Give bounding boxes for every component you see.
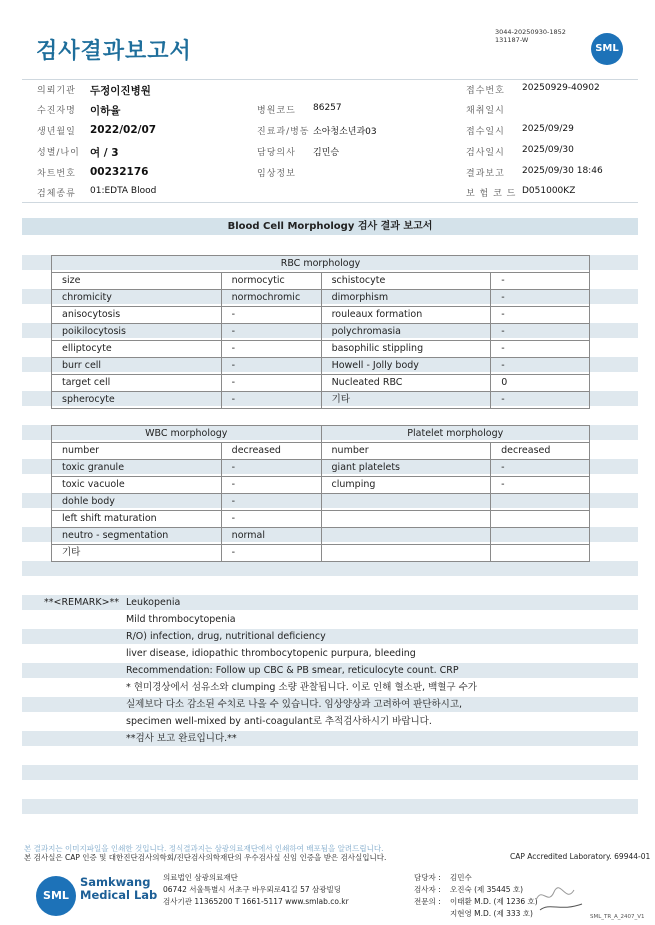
rbc-row [52,290,590,307]
wbc-row-cell: toxic vacuole [52,477,222,494]
wbc-row-cell: neutro - segmentation [52,528,222,545]
header-label: 검사일시 [466,148,505,158]
remark-label: **<REMARK>** [44,597,120,608]
wbc-row-cell: 기타 [52,545,222,562]
rbc-row-cell: - [491,307,590,324]
wbc-row-cell: - [491,477,590,494]
rbc-row [52,307,590,324]
staff-name: 지현영 M.D. (제 333 호) [450,909,533,918]
rbc-row-cell: - [221,358,321,375]
rbc-row-cell: schistocyte [321,273,491,290]
wbc-row [52,511,590,528]
org-contact: 검사기관 11365200 T 1661-5117 www.smlab.co.kr [163,897,349,906]
header-value: 86257 [313,103,342,113]
staff-row [414,872,538,884]
staff-name: 김민수 [450,873,472,882]
rbc-row-cell: Howell - Jolly body [321,358,491,375]
header-label: 수진자명 [37,106,76,116]
rbc-row-cell: 기타 [321,392,491,409]
notice-accreditation: 본 검사실은 CAP 인증 및 대한진단검사의학회/진단검사의학재단의 우수검사실 신임 인증을 받은 검사실입니다. [24,853,387,862]
header-label: 검체종류 [37,189,76,199]
header-value: D051000KZ [522,186,576,196]
rbc-row-cell: 0 [491,375,590,392]
header-value: 두정이진병원 [90,85,151,97]
header-value: 00232176 [90,166,149,178]
rbc-row-cell: - [491,392,590,409]
staff-role: 담당자 : [414,873,441,882]
wbc-row [52,443,590,460]
rbc-row-cell: - [221,375,321,392]
remark-line: **검사 보고 완료입니다.** [126,733,237,744]
document-id-line2: 131187-W [495,36,529,44]
cap-accreditation: CAP Accredited Laboratory. 69944-01 [510,852,651,861]
remark-line: Mild thrombocytopenia [126,614,236,625]
rbc-row-cell: - [491,341,590,358]
wbc-row-cell: decreased [221,443,321,460]
header-value: 2025/09/30 [522,145,574,155]
remark-line: R/O) infection, drug, nutritional deficiency [126,631,326,642]
header-value: 2022/02/07 [90,124,157,136]
rbc-row-cell: anisocytosis [52,307,222,324]
wbc-row [52,545,590,562]
rbc-row-cell: - [221,324,321,341]
header-value: 여 / 3 [90,147,119,159]
wbc-row [52,528,590,545]
report-title: 검사결과보고서 [36,39,192,64]
rbc-row [52,392,590,409]
wbc-row-cell: number [52,443,222,460]
header-divider [22,79,638,80]
logo-name-line2: Medical Lab [80,888,158,902]
rbc-table-header: RBC morphology [52,256,590,273]
wbc-row-cell: - [221,545,321,562]
remark-line: Recommendation: Follow up CBC & PB smear, reticulocyte count. CRP [126,665,459,676]
header-label: 성별/나이 [37,148,80,158]
wbc-row-cell [321,545,491,562]
remark-text [126,594,596,747]
wbc-row-cell [321,511,491,528]
header-label: 보 험 코 드 [466,189,517,199]
wbc-row-cell: normal [221,528,321,545]
wbc-row-cell: - [221,460,321,477]
rbc-row-cell: burr cell [52,358,222,375]
rbc-row-cell: poikilocytosis [52,324,222,341]
wbc-row-cell: - [221,511,321,528]
wbc-row-cell [321,528,491,545]
header-label: 결과보고 [466,169,505,179]
rbc-row-cell: - [491,290,590,307]
header-label: 차트번호 [37,169,76,179]
rbc-row-cell: polychromasia [321,324,491,341]
wbc-row-cell: - [221,477,321,494]
wbc-row-cell: giant platelets [321,460,491,477]
header-value: 01:EDTA Blood [90,186,157,196]
header-label: 접수번호 [466,86,505,96]
header-label: 병원코드 [257,106,296,116]
wbc-row-cell [491,511,590,528]
header-value: 2025/09/30 18:46 [522,166,603,176]
wbc-row-cell: clumping [321,477,491,494]
notice-image-copy: 본 결과지는 이미지파일을 인쇄한 것입니다. 정식결과지는 삼광의료재단에서 인쇄하여 배포됨을 알려드립니다. [24,844,384,853]
rbc-row-cell: normocytic [221,273,321,290]
rbc-row [52,341,590,358]
signature-icon [530,880,590,914]
rbc-row-cell: chromicity [52,290,222,307]
staff-role: 전문의 : [414,897,441,906]
rbc-row-cell: normochromic [221,290,321,307]
staff-name: 이태환 M.D. (제 1236 호) [450,897,538,906]
rbc-row-cell: - [491,324,590,341]
rbc-row-cell: - [491,273,590,290]
header-value: 김민승 [313,148,340,158]
row-band [22,561,638,576]
rbc-row [52,358,590,375]
header-divider [22,202,638,203]
header-label: 접수일시 [466,127,505,137]
rbc-row-cell: elliptocyte [52,341,222,358]
remark-line: * 현미경상에서 섬유소와 clumping 소량 관찰됩니다. 이로 인해 혈소판, 백혈구 수가 [126,682,477,693]
wbc-row-cell: - [221,494,321,511]
rbc-row-cell: dimorphism [321,290,491,307]
header-value: 2025/09/29 [522,124,574,134]
wbc-row-cell: decreased [491,443,590,460]
rbc-row-cell: - [221,307,321,324]
wbc-row [52,460,590,477]
organization-info [163,872,349,908]
wbc-row-cell: - [491,460,590,477]
rbc-row [52,375,590,392]
wbc-row-cell: number [321,443,491,460]
wbc-row-cell [491,528,590,545]
remark-line: 실제보다 다소 감소된 수치로 나올 수 있습니다. 임상양상과 고려하여 판단하시고, [126,699,463,710]
samkwang-logo-text [80,876,157,902]
rbc-row-cell: rouleaux formation [321,307,491,324]
header-value: 이하율 [90,105,121,117]
header-label: 생년월일 [37,127,76,137]
wbc-row-cell: dohle body [52,494,222,511]
wbc-platelet-morphology-table [51,425,590,562]
staff-signatures [414,872,538,920]
header-label: 진료과/병동 [257,127,310,137]
remark-line: liver disease, idiopathic thrombocytopenic purpura, bleeding [126,648,416,659]
wbc-row-cell: left shift maturation [52,511,222,528]
logo-name-line1: Samkwang [80,875,151,889]
remark-line: specimen well-mixed by anti-coagulant로 추적검사하시기 바랍니다. [126,716,432,727]
rbc-row-cell: target cell [52,375,222,392]
sml-logo-icon: SML [591,33,623,65]
rbc-morphology-table [51,255,590,409]
row-band [22,799,638,814]
wbc-row-cell [491,494,590,511]
header-label: 채취일시 [466,106,505,116]
staff-row [414,896,538,908]
org-name: 의료법인 삼광의료재단 [163,873,238,882]
header-label: 담당의사 [257,148,296,158]
rbc-row-cell: Nucleated RBC [321,375,491,392]
staff-name: 오진숙 (제 35445 호) [450,885,524,894]
rbc-row-cell: - [221,341,321,358]
rbc-row-cell: size [52,273,222,290]
samkwang-logo-icon: SML [36,876,76,916]
rbc-row [52,324,590,341]
header-value: 20250929-40902 [522,83,600,93]
rbc-row-cell: - [221,392,321,409]
row-band [22,765,638,780]
wbc-row [52,494,590,511]
wbc-row [52,477,590,494]
wbc-row-cell [321,494,491,511]
document-id [495,28,566,44]
rbc-row-cell: spherocyte [52,392,222,409]
section-title: Blood Cell Morphology 검사 결과 보고서 [22,218,638,235]
header-label: 의뢰기관 [37,86,76,96]
wbc-row-cell [491,545,590,562]
rbc-row-cell: - [491,358,590,375]
wbc-table-header: WBC morphology [52,426,322,443]
remark-line: Leukopenia [126,597,181,608]
wbc-row-cell: toxic granule [52,460,222,477]
form-code: SML_TR_A_2407_V1 [590,914,645,920]
rbc-row [52,273,590,290]
staff-role: 검사자 : [414,885,441,894]
staff-row [414,884,538,896]
platelet-table-header: Platelet morphology [321,426,589,443]
org-address: 06742 서울특별시 서초구 바우뫼로41길 57 삼광빌딩 [163,885,342,894]
staff-row [414,908,538,920]
document-id-line1: 3044-20250930-1852 [495,28,566,36]
header-value: 소아청소년과03 [313,127,377,137]
rbc-row-cell: basophilic stippling [321,341,491,358]
header-label: 임상정보 [257,169,296,179]
